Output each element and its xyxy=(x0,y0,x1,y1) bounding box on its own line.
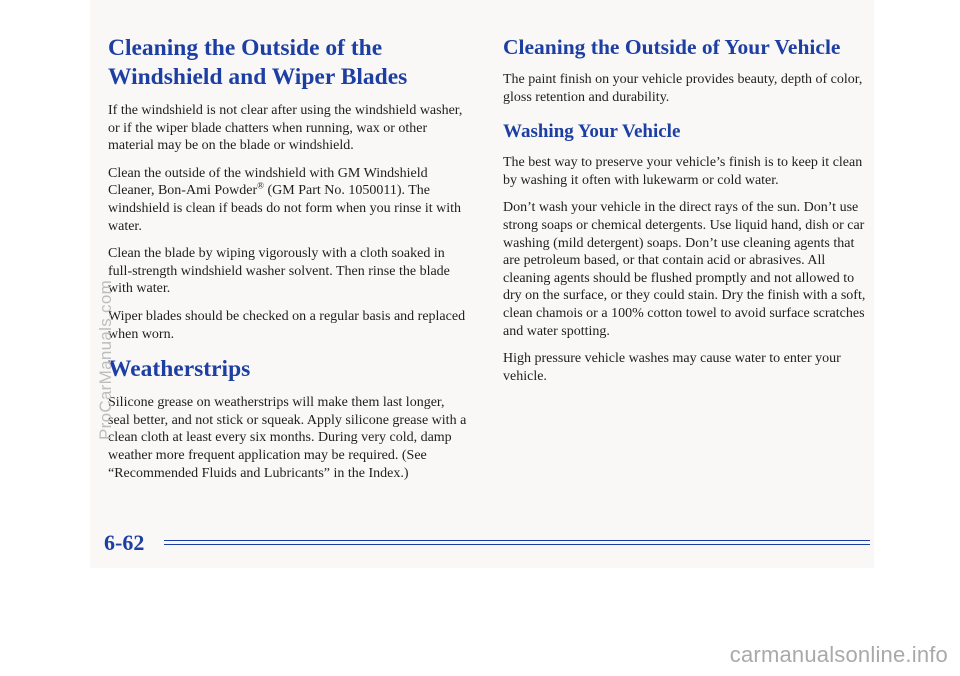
windshield-paragraph-2 xyxy=(108,165,468,235)
p2-text-after: (GM Part No. 1050011). The windshield is clean if beads do not form when you rinse it with water. xyxy=(108,183,462,234)
registered-mark: ® xyxy=(257,180,264,191)
site-credit: carmanualsonline.info xyxy=(729,642,948,667)
p2-text-before: Clean the outside of the windshield with GM Windshield Cleaner, Bon-Ami Powder xyxy=(108,165,428,199)
windshield-paragraph-3: Clean the blade by wiping vigorously with a cloth soaked in full-strength windshield washer solvent. Then rinse the blade with water. xyxy=(108,246,450,297)
right-column xyxy=(503,34,873,385)
page-number: 6-62 xyxy=(104,530,145,555)
washing-paragraph-3: High pressure vehicle washes may cause water to enter your vehicle. xyxy=(503,351,841,384)
outside-vehicle-title: Cleaning the Outside of Your Vehicle xyxy=(503,35,841,59)
footer-rule-upper xyxy=(164,540,870,541)
footer-rule-lower xyxy=(164,544,870,545)
page-footer xyxy=(104,530,870,560)
weatherstrips-paragraph: Silicone grease on weatherstrips will make them last longer, seal better, and not stick or squeak. Apply silicone grease with a clean cloth at least every six months. During very cold, damp weather more frequent application may be required. (See “Recommended Fluids and Lubricants” in the Index.) xyxy=(108,395,467,481)
watermark-text: ProCarManuals.com xyxy=(96,279,115,440)
windshield-paragraph-4: Wiper blades should be checked on a regular basis and replaced when worn. xyxy=(108,308,466,342)
outside-vehicle-intro: The paint finish on your vehicle provides beauty, depth of color, gloss retention and durability. xyxy=(503,72,863,105)
washing-paragraph-1: The best way to preserve your vehicle’s finish is to keep it clean by washing it often with lukewarm or cold water. xyxy=(503,155,863,188)
weatherstrips-title: Weatherstrips xyxy=(108,356,251,383)
washing-paragraph-2: Don’t wash your vehicle in the direct rays of the sun. Don’t use strong soaps or chemical detergents. Use liquid hand, dish or car washing (mild detergent) soaps. Don’t use cleaning agents that are petroleum based, or that contain acid or abrasives. All cleaning agents should be flushed promptly and not allowed to dry on the surface, or they could stain. Dry the finish with a soft, clean chamois or a 100% cotton towel to avoid surface scratches and water spotting. xyxy=(503,200,866,339)
windshield-section-title xyxy=(108,34,468,92)
windshield-paragraph-1: If the windshield is not clear after using the windshield washer, or if the wiper blade chatters when running, wax or other material may be on the blade or windshield. xyxy=(108,103,463,154)
title-line-2: Windshield and Wiper Blades xyxy=(108,64,408,90)
left-column xyxy=(108,34,468,482)
title-line-1: Cleaning the Outside of the xyxy=(108,35,383,61)
washing-title: Washing Your Vehicle xyxy=(503,121,681,143)
